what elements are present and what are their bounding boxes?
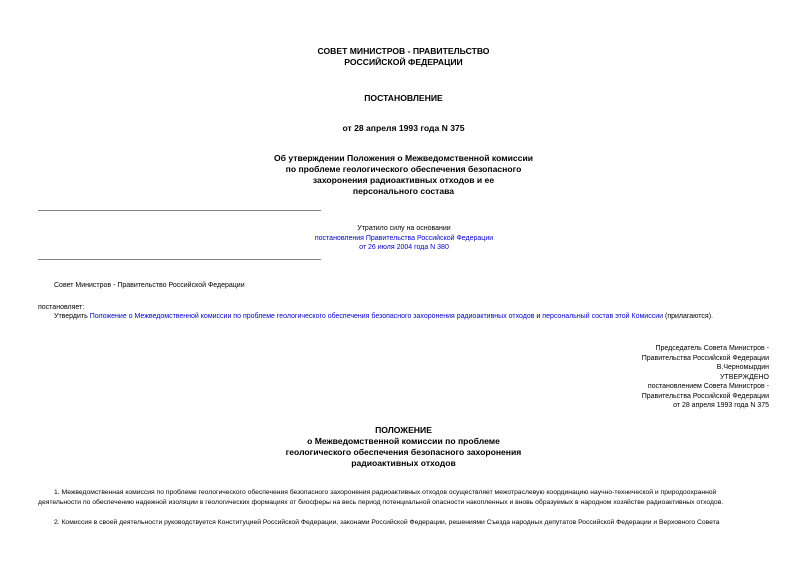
approval-line: постановлением Совета Министров - xyxy=(647,383,769,390)
approval-line: Правительства Российской Федерации xyxy=(641,392,769,400)
status-note-text: Утратило силу на основании xyxy=(357,225,451,232)
composition-link[interactable]: персональный состав этой Комиссии xyxy=(542,313,664,320)
signature-line: В.Черномырдин xyxy=(716,364,769,371)
subject-line: захоронения радиоактивных отходов и ее xyxy=(312,175,495,185)
repeal-decree-date-link[interactable]: от 26 июля 2004 года N 380 xyxy=(359,244,449,251)
issuer-line-2: РОССИЙСКОЙ ФЕДЕРАЦИИ xyxy=(344,57,463,67)
repeal-decree-link[interactable]: постановления Правительства Российской Федерации xyxy=(314,234,494,242)
resolves-word: постановляет: xyxy=(38,304,85,311)
regulation-title-line: радиоактивных отходов xyxy=(351,458,456,468)
doc-subject xyxy=(0,153,807,197)
signature-line: Правительства Российской Федерации xyxy=(641,354,769,362)
doc-type: ПОСТАНОВЛЕНИЕ xyxy=(364,93,443,103)
regulation-title-line: геологического обеспечения безопасного захоронения xyxy=(285,447,522,457)
status-note xyxy=(290,224,518,253)
signature-block xyxy=(642,344,769,411)
paragraph-1-line-2: деятельности по обеспечению надежной изоляции в геологических формациях от биосферы на весь период потенциальной опасности накопленных и вновь образуемых в народном хозяйстве радиоактивных отходов. xyxy=(38,498,724,506)
paragraph-1 xyxy=(38,488,769,507)
paragraph-1-line-1: 1. Межведомственная комиссия по проблеме геологического обеспечения безопасного захоронения радиоактивных отходов осуществляет межотраслевую координацию научно-технической и природоохранной xyxy=(54,489,717,496)
regulation-title-line: ПОЛОЖЕНИЕ xyxy=(375,425,432,435)
divider-top xyxy=(38,210,321,211)
approve-clause xyxy=(54,312,713,322)
regulation-title xyxy=(0,425,807,469)
regulation-link[interactable]: Положение о Межведомственной комиссии по проблеме геологического обеспечения безопасного захоронения радиоактивных отходов xyxy=(89,313,535,320)
approval-line: от 28 апреля 1993 года N 375 xyxy=(673,402,769,409)
approve-and: и xyxy=(534,313,543,320)
paragraph-2 xyxy=(38,518,769,528)
approve-suffix: (прилагаются). xyxy=(663,313,713,320)
issuer-line-1: СОВЕТ МИНИСТРОВ - ПРАВИТЕЛЬСТВО xyxy=(317,46,490,56)
issuer-title xyxy=(0,46,807,68)
divider-bottom xyxy=(38,259,321,260)
approve-prefix: Утвердить xyxy=(54,313,90,320)
doc-date-number: от 28 апреля 1993 года N 375 xyxy=(342,123,465,133)
subject-line: по проблеме геологического обеспечения безопасного xyxy=(285,164,522,174)
paragraph-2-line-1: 2. Комиссия в своей деятельности руководствуется Конституцией Российской Федерации, законами Российской Федерации, решениями Съезда народных депутатов Российской Федерации и Верховного Совета xyxy=(54,519,720,526)
subject-line: Об утверждении Положения о Межведомственной комиссии xyxy=(273,153,534,163)
approval-stamp: УТВЕРЖДЕНО xyxy=(719,373,769,381)
subject-line: персонального состава xyxy=(352,186,455,196)
regulation-title-line: о Межведомственной комиссии по проблеме xyxy=(307,436,500,446)
signature-line: Председатель Совета Министров - xyxy=(655,345,769,352)
issuer-preamble: Совет Министров - Правительство Российской Федерации xyxy=(54,282,245,289)
